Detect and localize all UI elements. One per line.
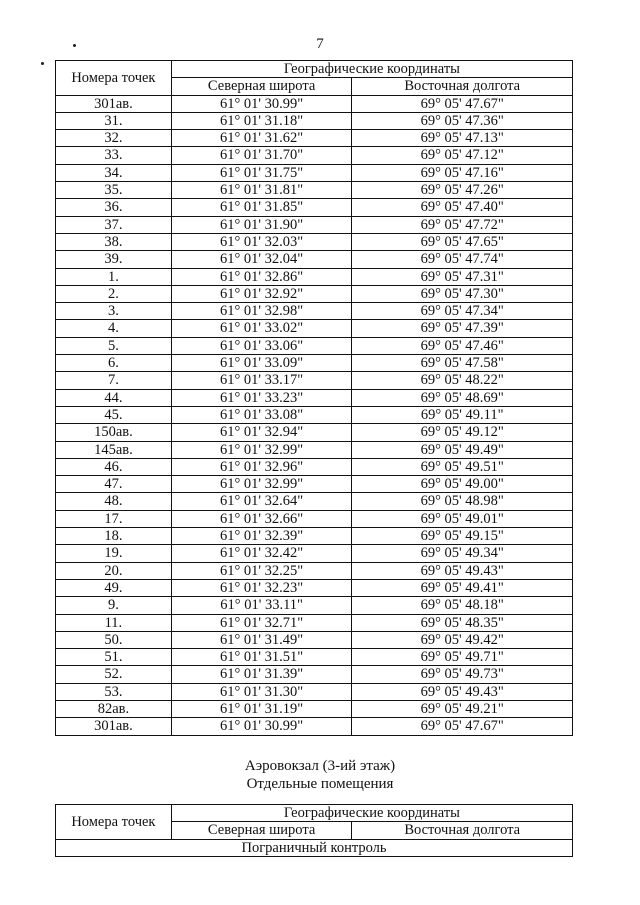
- point-number-cell: 49.: [56, 579, 172, 596]
- table-row: [56, 683, 573, 700]
- table-row: [56, 182, 573, 199]
- point-number-cell: 53.: [56, 683, 172, 700]
- point-number-cell: 35.: [56, 182, 172, 199]
- latitude-cell: 61° 01' 33.02": [171, 320, 352, 337]
- longitude-cell: 69° 05' 49.12": [352, 424, 573, 441]
- longitude-cell: 69° 05' 48.69": [352, 389, 573, 406]
- latitude-cell: 61° 01' 31.81": [171, 182, 352, 199]
- point-number-cell: 34.: [56, 164, 172, 181]
- latitude-cell: 61° 01' 32.04": [171, 251, 352, 268]
- point-number-cell: 46.: [56, 458, 172, 475]
- longitude-cell: 69° 05' 47.72": [352, 216, 573, 233]
- table-row: [56, 164, 573, 181]
- longitude-cell: 69° 05' 47.31": [352, 268, 573, 285]
- latitude-cell: 61° 01' 33.08": [171, 406, 352, 423]
- point-number-cell: 38.: [56, 233, 172, 250]
- point-number-cell: 45.: [56, 406, 172, 423]
- point-number-cell: 32.: [56, 130, 172, 147]
- point-number-cell: 3.: [56, 303, 172, 320]
- longitude-cell: 69° 05' 49.34": [352, 545, 573, 562]
- table-row: [56, 718, 573, 735]
- latitude-cell: 61° 01' 32.03": [171, 233, 352, 250]
- longitude-cell: 69° 05' 49.51": [352, 458, 573, 475]
- table-row: [56, 303, 573, 320]
- longitude-cell: 69° 05' 47.16": [352, 164, 573, 181]
- point-number-cell: 33.: [56, 147, 172, 164]
- table-row: [56, 112, 573, 129]
- longitude-cell: 69° 05' 47.46": [352, 337, 573, 354]
- longitude-cell: 69° 05' 48.98": [352, 493, 573, 510]
- longitude-cell: 69° 05' 48.35": [352, 614, 573, 631]
- longitude-cell: 69° 05' 49.15": [352, 528, 573, 545]
- point-number-cell: 82ав.: [56, 700, 172, 717]
- header-geo-coordinates: Географические координаты: [171, 805, 572, 822]
- longitude-cell: 69° 05' 47.65": [352, 233, 573, 250]
- table-row: [56, 562, 573, 579]
- coordinates-table-body: [56, 95, 573, 735]
- point-number-cell: 301ав.: [56, 95, 172, 112]
- point-number-cell: 31.: [56, 112, 172, 129]
- point-number-cell: 52.: [56, 666, 172, 683]
- longitude-cell: 69° 05' 47.40": [352, 199, 573, 216]
- table-row: [56, 199, 573, 216]
- longitude-cell: 69° 05' 47.39": [352, 320, 573, 337]
- point-number-cell: 1.: [56, 268, 172, 285]
- section-subtitle: Отдельные помещения: [246, 776, 394, 792]
- table-row: [56, 649, 573, 666]
- point-number-cell: 150ав.: [56, 424, 172, 441]
- latitude-cell: 61° 01' 31.18": [171, 112, 352, 129]
- longitude-cell: 69° 05' 49.43": [352, 562, 573, 579]
- latitude-cell: 61° 01' 32.86": [171, 268, 352, 285]
- point-number-cell: 17.: [56, 510, 172, 527]
- latitude-cell: 61° 01' 33.11": [171, 597, 352, 614]
- latitude-cell: 61° 01' 32.25": [171, 562, 352, 579]
- latitude-cell: 61° 01' 31.90": [171, 216, 352, 233]
- point-number-cell: 37.: [56, 216, 172, 233]
- longitude-cell: 69° 05' 47.12": [352, 147, 573, 164]
- table-row: [56, 597, 573, 614]
- table-row: [56, 579, 573, 596]
- point-number-cell: 5.: [56, 337, 172, 354]
- point-number-cell: 47.: [56, 476, 172, 493]
- point-number-cell: 19.: [56, 545, 172, 562]
- longitude-cell: 69° 05' 47.30": [352, 285, 573, 302]
- point-number-cell: 39.: [56, 251, 172, 268]
- longitude-cell: 69° 05' 49.00": [352, 476, 573, 493]
- table-row: [56, 528, 573, 545]
- latitude-cell: 61° 01' 32.92": [171, 285, 352, 302]
- table-row: [56, 545, 573, 562]
- group-label: Пограничный контроль: [56, 839, 573, 856]
- point-number-cell: 50.: [56, 631, 172, 648]
- scan-mark: [41, 62, 44, 65]
- table-row: [56, 493, 573, 510]
- table-row: [56, 320, 573, 337]
- header-points: Номера точек: [56, 61, 172, 96]
- longitude-cell: 69° 05' 49.42": [352, 631, 573, 648]
- table-row: [56, 355, 573, 372]
- latitude-cell: 61° 01' 32.39": [171, 528, 352, 545]
- latitude-cell: 61° 01' 33.17": [171, 372, 352, 389]
- header-points: Номера точек: [56, 805, 172, 840]
- point-number-cell: 51.: [56, 649, 172, 666]
- longitude-cell: 69° 05' 48.22": [352, 372, 573, 389]
- longitude-cell: 69° 05' 47.26": [352, 182, 573, 199]
- table-row: [56, 700, 573, 717]
- coordinates-table: [55, 60, 573, 736]
- longitude-cell: 69° 05' 47.67": [352, 95, 573, 112]
- latitude-cell: 61° 01' 32.99": [171, 476, 352, 493]
- section-title: Аэровокзал (3-ий этаж): [244, 758, 396, 774]
- latitude-cell: 61° 01' 33.06": [171, 337, 352, 354]
- table-row: [56, 476, 573, 493]
- longitude-cell: 69° 05' 47.13": [352, 130, 573, 147]
- table-row: [56, 666, 573, 683]
- table-row: [56, 424, 573, 441]
- header-longitude: Восточная долгота: [352, 78, 573, 95]
- table-row: [56, 441, 573, 458]
- latitude-cell: 61° 01' 30.99": [171, 95, 352, 112]
- table-row: [56, 389, 573, 406]
- longitude-cell: 69° 05' 49.21": [352, 700, 573, 717]
- latitude-cell: 61° 01' 31.75": [171, 164, 352, 181]
- table-row: [56, 631, 573, 648]
- longitude-cell: 69° 05' 47.34": [352, 303, 573, 320]
- longitude-cell: 69° 05' 48.18": [352, 597, 573, 614]
- latitude-cell: 61° 01' 32.98": [171, 303, 352, 320]
- latitude-cell: 61° 01' 33.23": [171, 389, 352, 406]
- point-number-cell: 18.: [56, 528, 172, 545]
- latitude-cell: 61° 01' 32.23": [171, 579, 352, 596]
- table-row: [56, 147, 573, 164]
- table-row: [56, 95, 573, 112]
- latitude-cell: 61° 01' 32.94": [171, 424, 352, 441]
- table-row: [56, 510, 573, 527]
- longitude-cell: 69° 05' 49.73": [352, 666, 573, 683]
- latitude-cell: 61° 01' 31.49": [171, 631, 352, 648]
- header-latitude: Северная широта: [171, 822, 352, 839]
- longitude-cell: 69° 05' 47.58": [352, 355, 573, 372]
- longitude-cell: 69° 05' 49.49": [352, 441, 573, 458]
- table-row: [56, 372, 573, 389]
- longitude-cell: 69° 05' 49.71": [352, 649, 573, 666]
- table-row: [56, 337, 573, 354]
- header-latitude: Северная широта: [171, 78, 352, 95]
- longitude-cell: 69° 05' 47.36": [352, 112, 573, 129]
- latitude-cell: 61° 01' 32.42": [171, 545, 352, 562]
- longitude-cell: 69° 05' 49.11": [352, 406, 573, 423]
- point-number-cell: 2.: [56, 285, 172, 302]
- table-row: [56, 216, 573, 233]
- point-number-cell: 7.: [56, 372, 172, 389]
- latitude-cell: 61° 01' 32.66": [171, 510, 352, 527]
- point-number-cell: 9.: [56, 597, 172, 614]
- longitude-cell: 69° 05' 49.01": [352, 510, 573, 527]
- latitude-cell: 61° 01' 32.71": [171, 614, 352, 631]
- latitude-cell: 61° 01' 31.70": [171, 147, 352, 164]
- rooms-coordinates-table: [55, 804, 573, 857]
- latitude-cell: 61° 01' 31.19": [171, 700, 352, 717]
- table-row: [56, 268, 573, 285]
- latitude-cell: 61° 01' 32.96": [171, 458, 352, 475]
- point-number-cell: 11.: [56, 614, 172, 631]
- latitude-cell: 61° 01' 31.51": [171, 649, 352, 666]
- table-row: [56, 285, 573, 302]
- table-row: [56, 130, 573, 147]
- latitude-cell: 61° 01' 31.85": [171, 199, 352, 216]
- point-number-cell: 36.: [56, 199, 172, 216]
- point-number-cell: 48.: [56, 493, 172, 510]
- point-number-cell: 44.: [56, 389, 172, 406]
- page-number: 7: [316, 36, 324, 52]
- point-number-cell: 6.: [56, 355, 172, 372]
- latitude-cell: 61° 01' 30.99": [171, 718, 352, 735]
- table-row: [56, 614, 573, 631]
- longitude-cell: 69° 05' 49.41": [352, 579, 573, 596]
- latitude-cell: 61° 01' 31.39": [171, 666, 352, 683]
- table-row: [56, 233, 573, 250]
- point-number-cell: 301ав.: [56, 718, 172, 735]
- table-row: [56, 458, 573, 475]
- latitude-cell: 61° 01' 33.09": [171, 355, 352, 372]
- header-geo-coordinates: Географические координаты: [171, 61, 572, 78]
- longitude-cell: 69° 05' 47.67": [352, 718, 573, 735]
- header-longitude: Восточная долгота: [352, 822, 573, 839]
- table-row: [56, 251, 573, 268]
- point-number-cell: 20.: [56, 562, 172, 579]
- latitude-cell: 61° 01' 31.30": [171, 683, 352, 700]
- point-number-cell: 145ав.: [56, 441, 172, 458]
- latitude-cell: 61° 01' 31.62": [171, 130, 352, 147]
- table-row: [56, 406, 573, 423]
- longitude-cell: 69° 05' 49.43": [352, 683, 573, 700]
- point-number-cell: 4.: [56, 320, 172, 337]
- latitude-cell: 61° 01' 32.64": [171, 493, 352, 510]
- longitude-cell: 69° 05' 47.74": [352, 251, 573, 268]
- latitude-cell: 61° 01' 32.99": [171, 441, 352, 458]
